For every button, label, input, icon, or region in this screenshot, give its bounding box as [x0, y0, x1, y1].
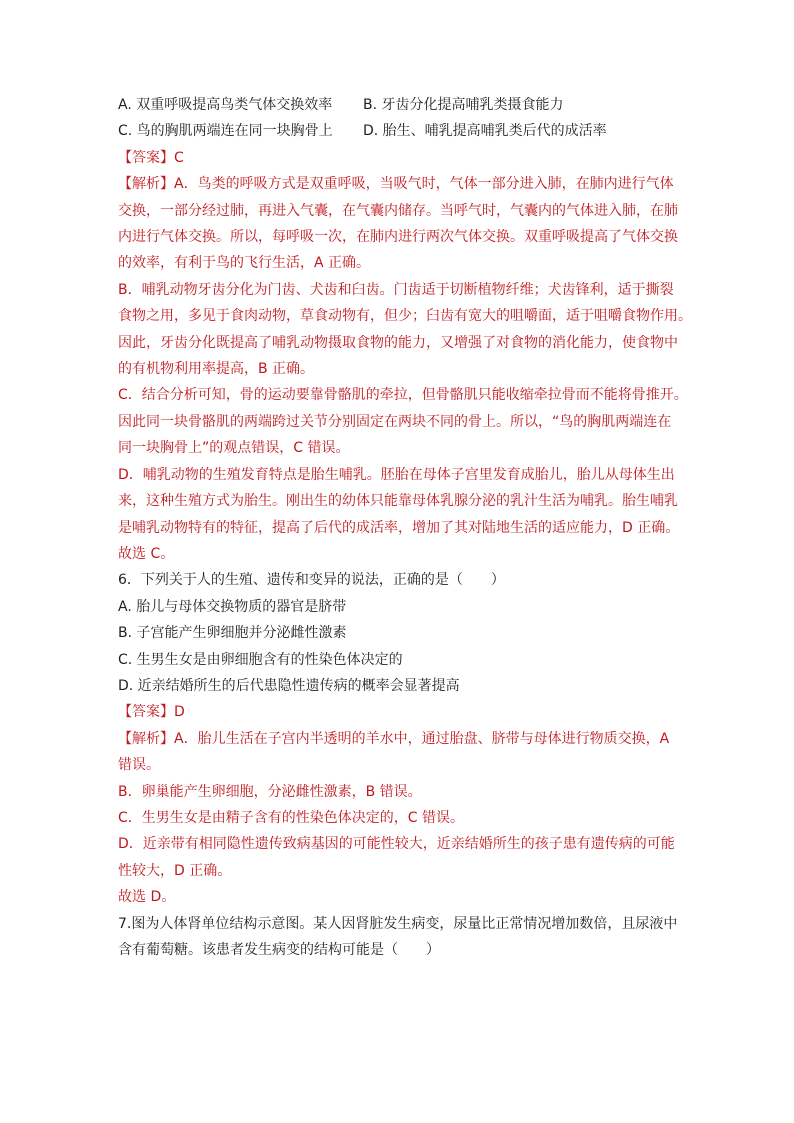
q5-option-b: B. 牙齿分化提高哺乳类摄食能力 [363, 97, 564, 113]
q6-stem: 6．下列关于人的生殖、遗传和变异的说法，正确的是（ ） [118, 572, 505, 589]
q6-analysis-line-5: D．近亲带有相同隐性遗传致病基因的可能性较大，近亲结婚所生的孩子患有遗传病的可能 [118, 836, 675, 853]
q7-stem-line-1: 7.图为人体肾单位结构示意图。某人因肾脏发生病变，尿量比正常情况增加数倍，且尿液中 [118, 915, 678, 932]
q6-analysis-line-4: C．生男生女是由精子含有的性染色体决定的，C 错误。 [118, 809, 464, 826]
q6-analysis-label: 【解析】 [118, 730, 174, 747]
q5-analysis-line-8: 的有机物利用率提高，B 正确。 [118, 361, 315, 378]
q5-options-row-2 [118, 118, 734, 144]
q5-analysis-line-10: 因此同一块骨骼肌的两端跨过关节分别固定在两块不同的骨上。所以，“鸟的胸肌两端连在 [118, 413, 672, 430]
q5-analysis-line-6: 食物之用，多见于食肉动物，草食动物有，但少；臼齿有宽大的咀嚼面，适于咀嚼食物作用。 [118, 308, 692, 325]
q5-answer-label: 【答案】 [118, 149, 174, 166]
q5-analysis-line-15: 故选 C。 [118, 545, 175, 562]
q5-analysis-line-9: C．结合分析可知，骨的运动要靠骨骼肌的牵拉，但骨骼肌只能收缩牵拉骨而不能将骨推开。 [118, 387, 688, 404]
q5-analysis-label: 【解析】 [118, 176, 174, 193]
q6-answer [118, 699, 734, 725]
q5-analysis-line-12: D．哺乳动物的生殖发育特点是胎生哺乳。胚胎在母体子宫里发育成胎儿，胎儿从母体生出 [118, 466, 675, 483]
q6-option-a: A. 胎儿与母体交换物质的器官是脐带 [118, 598, 347, 615]
q6-answer-value: D [174, 704, 185, 721]
q5-analysis-line-1: 【解析】A．鸟类的呼吸方式是双重呼吸，当吸气时，气体一部分进入肺，在肺内进行气体 [118, 176, 674, 193]
q5-option-a: A. 双重呼吸提高鸟类气体交换效率 [118, 97, 333, 113]
q5-analysis-line-4: 的效率，有利于鸟的飞行生活，A 正确。 [118, 255, 371, 272]
q5-option-d: D. 胎生、哺乳提高哺乳类后代的成活率 [363, 123, 607, 140]
q5-answer-value: C [174, 149, 184, 166]
q6-analysis-line-6: 性较大，D 正确。 [118, 862, 232, 879]
q5-analysis-line-13: 来，这种生殖方式为胎生。刚出生的幼体只能靠母体乳腺分泌的乳汁生活为哺乳。胎生哺乳 [118, 493, 678, 510]
q6-analysis-line-2: 错误。 [118, 757, 160, 774]
q5-option-c: C. 鸟的胸肌两端连在同一块胸骨上 [118, 123, 333, 140]
q6-analysis-line-3: B．卵巢能产生卵细胞，分泌雌性激素，B 错误。 [118, 783, 422, 800]
q5-analysis-line-11: 同一块胸骨上”的观点错误，C 错误。 [118, 440, 350, 457]
q5-analysis-line-2: 交换，一部分经过肺，再进入气囊，在气囊内储存。当呼气时，气囊内的气体进入肺，在肺 [118, 202, 678, 219]
q5-options-row-1 [118, 92, 734, 118]
q6-analysis-line-7: 故选 D。 [118, 889, 176, 906]
q6-answer-label: 【答案】 [118, 704, 174, 721]
q5-analysis-line-7: 因此，牙齿分化既提高了哺乳动物摄取食物的能力，又增强了对食物的消化能力，使食物中 [118, 334, 678, 351]
q6-option-d: D. 近亲结婚所生的后代患隐性遗传病的概率会显著提高 [118, 677, 460, 694]
q5-answer [118, 145, 734, 171]
q6-option-c: C. 生男生女是由卵细胞含有的性染色体决定的 [118, 651, 403, 668]
q5-analysis-line-14: 是哺乳动物特有的特征，提高了后代的成活率，增加了其对陆地生活的适应能力，D 正确。 [118, 519, 680, 536]
q6-option-b: B. 子宫能产生卵细胞并分泌雌性激素 [118, 625, 347, 642]
q5-analysis-line-5: B．哺乳动物牙齿分化为门齿、犬齿和臼齿。门齿适于切断植物纤维；犬齿锋利，适于撕裂 [118, 281, 674, 298]
q7-stem-line-2: 含有葡萄糖。该患者发生病变的结构可能是（ ） [118, 942, 440, 958]
q6-analysis-line-1: 【解析】A．胎儿生活在子宫内半透明的羊水中，通过胎盘、脐带与母体进行物质交换，A [118, 730, 670, 747]
q5-analysis-line-3: 内进行气体交换。所以，每呼吸一次，在肺内进行两次气体交换。双重呼吸提高了气体交换 [118, 229, 678, 246]
